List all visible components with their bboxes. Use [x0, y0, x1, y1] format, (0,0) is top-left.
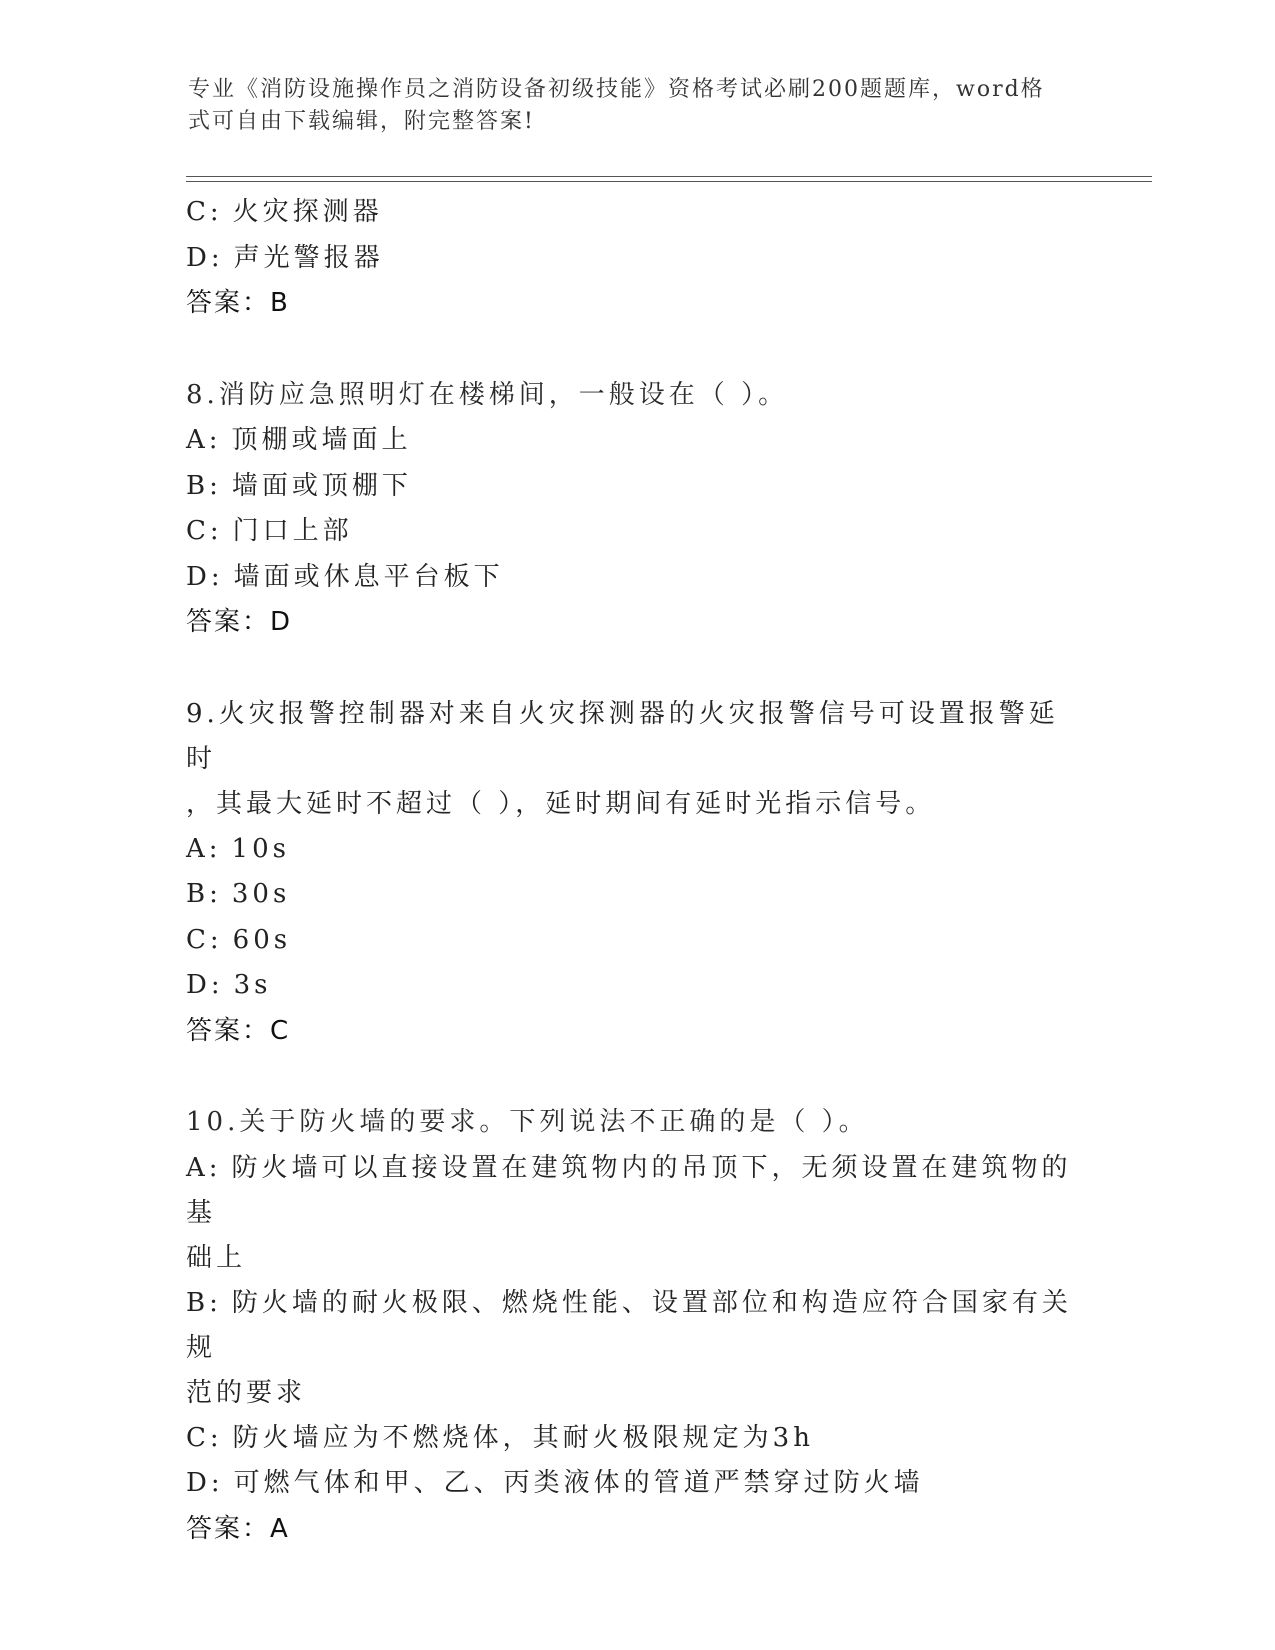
option-text: 60s	[232, 924, 292, 955]
option-text: 墙面或顶棚下	[231, 470, 412, 501]
q9-option-a	[186, 827, 1086, 873]
option-text: 10s	[231, 833, 290, 864]
question-7	[186, 190, 1086, 327]
question-9	[186, 692, 1086, 1055]
q10-stem: 10.关于防火墙的要求。下列说法不正确的是（ ）。	[186, 1107, 869, 1137]
option-key: A:	[186, 833, 222, 864]
q9-answer: 答案：C	[186, 1015, 291, 1046]
option-text: 声光警报器	[233, 242, 384, 273]
q8-answer: 答案：D	[186, 607, 293, 637]
option-key: B:	[186, 470, 222, 501]
option-key: C:	[186, 924, 223, 955]
header-rule-top	[186, 176, 1152, 177]
q10-answer: 答案：A	[186, 1513, 290, 1544]
option-text: 可燃气体和甲、乙、丙类液体的管道严禁穿过防火墙	[233, 1468, 924, 1498]
q9-stem-line-2: ，其最大延时不超过（ ），延时期间有延时光指示信号。	[186, 788, 936, 819]
q10-option-a-line-2: 础上	[186, 1242, 247, 1273]
option-key: D:	[186, 242, 224, 273]
header-line-1: 专业《消防设施操作员之消防设备初级技能》资格考试必刷200题题库，word格	[188, 77, 1045, 102]
option-text: 防火墙应为不燃烧体，其耐火极限规定为3h	[232, 1422, 814, 1453]
q10-option-d	[186, 1461, 1086, 1507]
q9-option-b	[186, 872, 1086, 918]
option-key: C:	[186, 197, 223, 227]
spacer	[186, 646, 1086, 692]
q9-option-c	[186, 918, 1086, 964]
q10-option-c	[186, 1416, 1086, 1462]
option-key: C:	[186, 1422, 223, 1453]
q7-option-c	[186, 190, 1086, 236]
option-text: 墙面或休息平台板下	[233, 561, 504, 592]
spacer	[186, 1054, 1086, 1100]
option-key: B:	[186, 1287, 222, 1318]
q10-option-a-line-1	[186, 1146, 1086, 1236]
option-text: 门口上部	[232, 516, 353, 546]
q9-stem-line-1: 9.火灾报警控制器对来自火灾探测器的火灾报警信号可设置报警延时	[186, 698, 1059, 774]
option-key: D:	[186, 561, 224, 592]
option-text: 防火墙的耐火极限、燃烧性能、设置部位和构造应符合国家有关规	[186, 1287, 1072, 1363]
q7-answer: 答案：B	[186, 288, 290, 318]
header-line-2: 式可自由下载编辑，附完整答案!	[188, 109, 535, 134]
option-text: 防火墙可以直接设置在建筑物内的吊顶下，无须设置在建筑物的基	[186, 1152, 1072, 1228]
q8-option-c	[186, 509, 1086, 555]
option-text: 火灾探测器	[232, 197, 383, 227]
option-text: 3s	[233, 970, 272, 1000]
question-list	[186, 190, 1086, 1552]
spacer	[186, 327, 1086, 373]
option-text: 30s	[231, 879, 291, 909]
option-key: C:	[186, 516, 223, 546]
q10-option-b-line-2: 范的要求	[186, 1377, 307, 1408]
option-key: A:	[186, 1152, 222, 1183]
option-key: D:	[186, 1468, 224, 1498]
q9-option-d	[186, 963, 1086, 1009]
document-header	[188, 74, 1068, 138]
header-rule-bottom	[186, 181, 1152, 182]
option-text: 顶棚或墙面上	[231, 425, 412, 455]
question-10	[186, 1100, 1086, 1552]
option-key: B:	[186, 879, 222, 909]
q8-option-d	[186, 555, 1086, 601]
q8-option-b	[186, 464, 1086, 510]
q10-option-b-line-1	[186, 1281, 1086, 1371]
option-key: D:	[186, 970, 224, 1000]
option-key: A:	[186, 425, 222, 455]
question-8	[186, 373, 1086, 646]
q8-stem: 8.消防应急照明灯在楼梯间，一般设在（ ）。	[186, 379, 789, 410]
q7-option-d	[186, 236, 1086, 282]
q8-option-a	[186, 418, 1086, 464]
